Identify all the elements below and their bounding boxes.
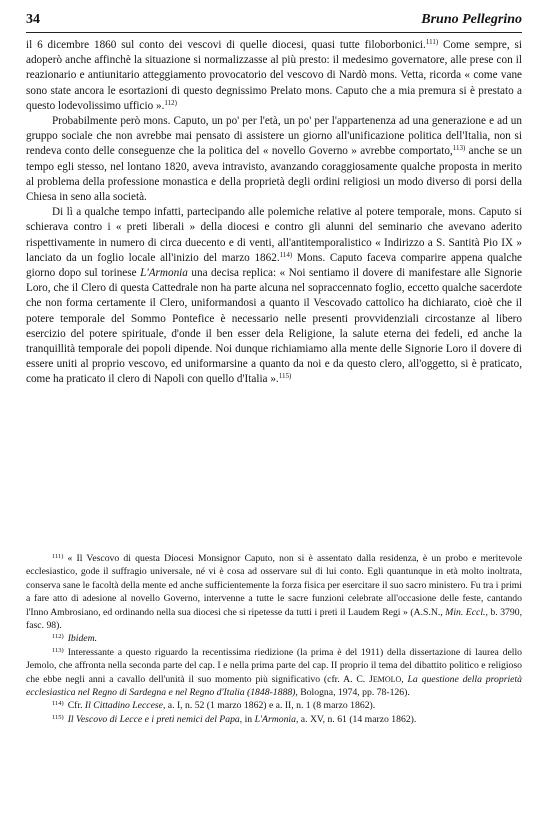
footnote-italic: L'Armonia xyxy=(254,713,296,725)
paragraph-text: Mons. Caputo faceva comparire appena qualche giorno dopo sul torinese xyxy=(26,251,522,280)
footnote-112 xyxy=(26,632,522,645)
footnote-mark: 112) xyxy=(52,633,64,641)
footnote-italic: Min. Eccl. xyxy=(445,606,486,618)
footnote-text: , b. 3790, fasc. 98). xyxy=(26,606,523,632)
footnote-italic: Ibidem. xyxy=(67,633,98,645)
author-smallcaps: EMOLO xyxy=(372,674,402,684)
page-number: 34 xyxy=(26,12,40,27)
footnote-ref-114: 114) xyxy=(279,250,293,259)
footnote-text: , a. I, n. 52 (1 marzo 1862) e a. II, n. 1 (8 marzo 1862). xyxy=(162,700,376,712)
footnote-text: , Bologna, 1974, pp. 78-126). xyxy=(295,687,410,699)
paragraph-2 xyxy=(26,114,522,205)
footnote-italic: Il Vescovo di Lecce e i preti nemici del Papa xyxy=(67,713,240,725)
paragraph-text: anche se un tempo egli stesso, nel lontano 1820, aveva intravisto, avanzando coraggiosamente qualche proposta in merito al problema della professione monastica e della proprietà degli ordini religiosi un modo diverso di porsi della Chiesa in seno alla società. xyxy=(26,145,522,204)
footnotes xyxy=(26,552,522,726)
footnote-115 xyxy=(26,713,522,726)
footnote-text: , in xyxy=(239,713,255,725)
main-text xyxy=(26,38,522,388)
footnote-text: , a. XV, n. 61 (14 marzo 1862). xyxy=(295,713,417,725)
footnote-text: « Il Vescovo di questa Diocesi Monsignor Caputo, non si è assentato dalla residenza, è un probo e meritevole ecclesiastico, gode il suffragio universale, né vi è cosa ad osservare sul di lui conto. Egli quantunque in età molto inoltrata, conserva sane le facoltà della mente ed anche sufficientemente la forza fisica per esercitare il suo sacro ministero. Fu tra i primi a fare atto di adesione al novello Governo, intervenne a tutte le sacre funzioni celebrate all'occasione delle feste, cantando l'Inno Ambrosiano, ed ordinando nella sua diocesi che si ripetesse da tutti i preti il Laudem Regi » (A.S.N., xyxy=(26,553,522,618)
footnote-text: Interessante a questo riguardo la recentissima riedizione (la prima è del 1911) della dissertazione di laurea dello Jemolo, che affronta nella seconda parte del cap. I e nella prima parte del cap. II proprio il tema del dibattito politico e religioso che ebbe negli anni a cavallo dell'unità il suo momento più significativo (cfr. A. C. J xyxy=(26,646,522,685)
footnote-111 xyxy=(26,552,522,632)
paragraph-text: una decisa replica: « Noi sentiamo il dovere di manifestare alle Signorie Loro, che il Clero di questa Cattedrale non ha parte alcuna nel sopraccennato foglio, eccetto qualche sacerdote che non forma certamente il Clero, uniformandosi a quanto il Vescovado cattolico ha dichiarato, cioè che il potere temporale del Sommo Pontefice è necessario nelle presenti provvidenziali circostanze al libero esercizio del potere spirituale, d'onde il ben esser dela Religione, la salute eterna dei fedeli, ed anche la tranquillità temporale dei popoli dipende. Noi dunque richiamiamo alla mente delle Signorie Loro il dovere di essere uniti al proprio vescovo, ed uniformarsine a quanto da noi e da questo clero, all'oggetto, si è praticato, come ha praticato il clero di Napoli con quello d'Italia ». xyxy=(26,267,522,386)
footnote-italic: Il Cittadino Leccese xyxy=(84,700,163,712)
footnote-text: , xyxy=(401,673,408,685)
footnote-ref-112: 112) xyxy=(164,98,177,107)
footnote-mark: 115) xyxy=(52,713,64,721)
footnote-114 xyxy=(26,699,522,712)
footnote-italic: La questione della proprietà ecclesiastica nel Regno di Sardegna e nel Regno d'Italia (1848-1888) xyxy=(26,673,523,699)
page-header xyxy=(26,10,522,33)
footnote-ref-115: 115) xyxy=(278,372,292,381)
footnote-text: Cfr. xyxy=(67,700,85,712)
paragraph-text: il 6 dicembre 1860 sul conto dei vescovi di quelle diocesi, quasi tutte filoborbonici. xyxy=(26,39,426,51)
paragraph-text: Probabilmente però mons. Caputo, un po' per l'età, un po' per l'appartenenza ad una generazione e ad un gruppo sociale che non avrebbe mai pensato di assistere un giorno all'unificazione politica dell'Italia, non si rendeva conto delle conseguenze che la politica del « novello Governo » avrebbe comportato, xyxy=(26,115,522,158)
footnote-mark: 114) xyxy=(52,700,64,708)
paragraph-text: Di lì a qualche tempo infatti, partecipando alle polemiche relative al potere temporale, mons. Caputo si schierava contro i « preti liberali » della diocesi e contro gli alunni del seminario che avevano aderito rispettivamente in numero di circa duecento e di venti, all'antitemporalistico « Indirizzo a S. Santità Pio IX » lanciato da un foglio locale all'inizio del marzo 1862. xyxy=(26,206,522,264)
paragraph-3 xyxy=(26,205,522,387)
journal-title: L'Armonia xyxy=(140,267,188,280)
footnote-mark: 113) xyxy=(52,646,64,654)
paragraph-1 xyxy=(26,38,522,114)
footnote-ref-113: 113) xyxy=(452,144,466,153)
running-head: Bruno Pellegrino xyxy=(421,12,522,27)
footnote-113 xyxy=(26,646,522,700)
footnote-ref-111: 111) xyxy=(425,38,439,46)
footnote-mark: 111) xyxy=(52,553,64,560)
paragraph-text: Come sempre, si adoperò anche affinchè la situazione si normalizzasse al più presto: il medesimo governatore, alle prese con il reazionario e antiunitario atteggiamento provocatorio del vescovo di Nardò mons. Vetta, ricorda « come vane sono state ancora le esortazioni di questo degnissimo Prelato mons. Caputo che a mia premura si è prestato a questo lodevolissimo ufficio ». xyxy=(26,39,522,112)
